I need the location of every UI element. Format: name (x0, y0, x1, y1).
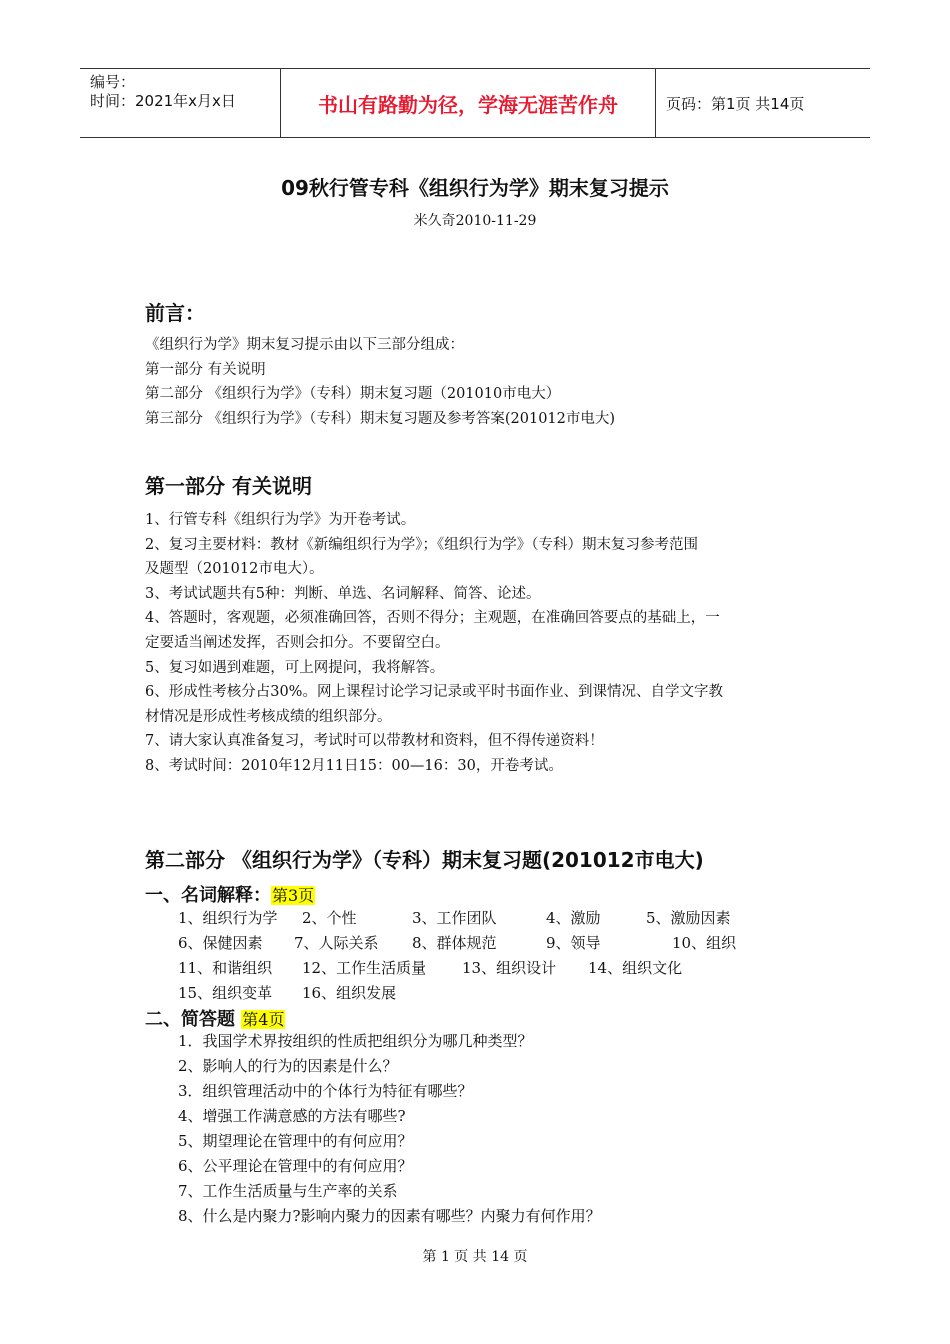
part1-line: 1、行管专科《组织行为学》为开卷考试。 (145, 512, 416, 528)
question-list (178, 1029, 601, 1229)
preface-line: 第三部分 《组织行为学》（专科）期末复习题及参考答案(201012市电大) (145, 410, 616, 427)
part1-heading: 第一部分 有关说明 (145, 474, 312, 498)
term-item: 15、组织变革 (178, 984, 273, 1002)
term-row (178, 931, 798, 956)
document-title: 09秋行管专科《组织行为学》期末复习提示 (281, 176, 669, 200)
term-item: 9、领导 (546, 934, 601, 952)
term-grid (178, 906, 798, 1006)
term-item: 11、和谐组织 (178, 959, 273, 977)
part1-line: 2、复习主要材料：教材《新编组织行为学》；《组织行为学》（专科）期末复习参考范围 (145, 536, 698, 553)
question-item: 5、期望理论在管理中的有何应用？ (178, 1132, 413, 1150)
preface-line: 第二部分 《组织行为学》（专科）期末复习题（201010市电大） (145, 386, 561, 403)
term-item: 3、工作团队 (412, 909, 497, 927)
part1-line: 4、答题时，客观题，必须准确回答，否则不得分；主观题，在准确回答要点的基础上，一 (145, 610, 720, 627)
page-footer: 第 1 页 共 14 页 (422, 1249, 528, 1265)
motto: 书山有路勤为径，学海无涯苦作舟 (281, 69, 656, 137)
term-item: 4、激励 (546, 909, 601, 927)
part1-line: 6、形成性考核分占30%。网上课程讨论学习记录或平时书面作业、到课情况、自学文字教 (145, 684, 723, 701)
part1-body (145, 508, 810, 779)
section2-page-ref: 第4页 (242, 1010, 285, 1029)
section1-title: 一、名词解释： (145, 885, 271, 906)
part1-line: 3、考试试题共有5种：判断、单选、名词解释、简答、论述。 (145, 585, 541, 602)
section1-page-ref: 第3页 (272, 886, 315, 905)
term-item: 7、人际关系 (294, 934, 379, 952)
term-row (178, 981, 798, 1006)
term-item: 2、个性 (302, 909, 357, 927)
part1-line: 及题型（201012市电大）。 (145, 561, 324, 578)
question-item: 8、什么是内聚力?影响内聚力的因素有哪些？内聚力有何作用？ (178, 1207, 601, 1225)
question-item: 4、增强工作满意感的方法有哪些? (178, 1107, 406, 1125)
question-item: 2、影响人的行为的因素是什么？ (178, 1057, 398, 1075)
question-item: 6、公平理论在管理中的有何应用？ (178, 1157, 413, 1175)
part1-line: 材情况是形成性考核成绩的组织部分。 (145, 708, 392, 725)
preface-heading: 前言： (145, 301, 205, 325)
term-item: 12、工作生活质量 (302, 959, 427, 977)
question-item: 3．组织管理活动中的个体行为特征有哪些？ (178, 1082, 473, 1100)
part1-line: 5、复习如遇到难题，可上网提问，我将解答。 (145, 659, 445, 676)
author-date: 米久奇2010-11-29 (413, 213, 537, 229)
section1-heading (145, 881, 315, 907)
part1-line: 定要适当阐述发挥，否则会扣分。不要留空白。 (145, 634, 450, 651)
header-left-cell (80, 69, 281, 137)
part1-line: 8、考试时间：2010年12月11日15：00—16：30，开卷考试。 (145, 757, 563, 774)
term-item: 13、组织设计 (462, 959, 557, 977)
term-item: 1、组织行为学 (178, 909, 278, 927)
question-item: 7、工作生活质量与生产率的关系 (178, 1182, 398, 1200)
time-label: 时间：2021年x月x日 (90, 92, 236, 110)
term-item: 6、保健因素 (178, 934, 263, 952)
term-item: 5、激励因素 (646, 909, 731, 927)
preface-line: 《组织行为学》期末复习提示由以下三部分组成： (145, 337, 464, 353)
preface-line: 第一部分 有关说明 (145, 361, 266, 378)
question-item: 1．我国学术界按组织的性质把组织分为哪几种类型？ (178, 1032, 533, 1050)
term-item: 8、群体规范 (412, 934, 497, 952)
part1-line: 7、请大家认真准备复习，考试时可以带教材和资料，但不得传递资料！ (145, 733, 604, 750)
term-row (178, 906, 798, 931)
preface-body (145, 333, 810, 431)
term-item: 14、组织文化 (588, 959, 683, 977)
code-label: 编号： (90, 73, 136, 91)
term-row (178, 956, 798, 981)
section2-heading (145, 1005, 285, 1031)
page-info: 页码：第1页 共14页 (666, 94, 805, 113)
term-item: 10、组织 (672, 934, 737, 952)
term-item: 16、组织发展 (302, 984, 397, 1002)
header-table (80, 68, 870, 138)
part2-heading: 第二部分 《组织行为学》（专科）期末复习题(201012市电大) (145, 848, 704, 872)
section2-title: 二、简答题 (145, 1009, 235, 1030)
